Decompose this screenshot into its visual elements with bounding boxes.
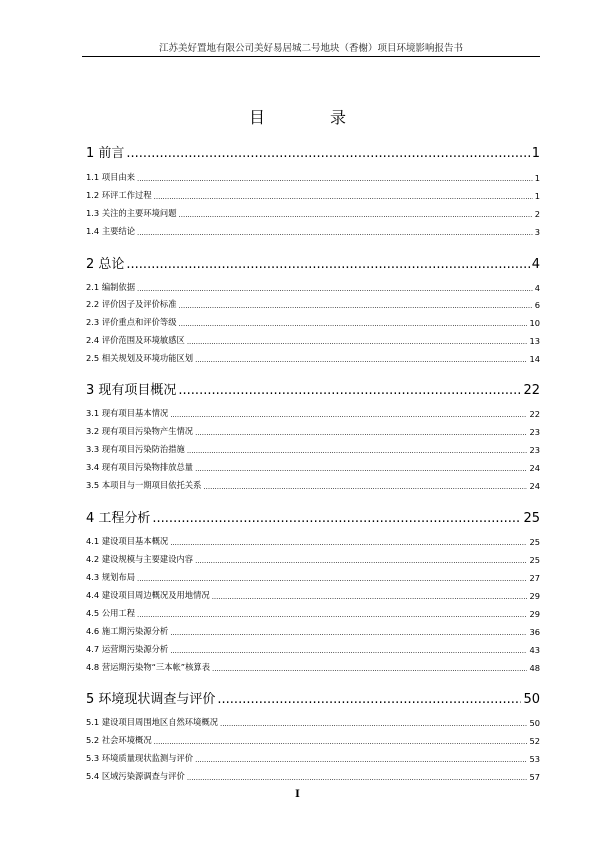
toc-leader-dots	[195, 756, 527, 764]
toc-leader-dots	[126, 146, 529, 161]
toc-entry-page: 25	[523, 511, 540, 526]
toc-entry-page: 13	[529, 336, 540, 346]
toc-section-entry[interactable]	[86, 225, 540, 237]
toc-entry-label: 4 工程分析	[86, 507, 150, 526]
toc-section-entry[interactable]	[86, 589, 540, 601]
toc-section-entry[interactable]	[86, 535, 540, 547]
toc-section-entry[interactable]	[86, 352, 540, 364]
toc-section-entry[interactable]	[86, 479, 540, 491]
toc-section-entry[interactable]	[86, 316, 540, 328]
toc-section-entry[interactable]	[86, 661, 540, 673]
toc-entry-page: 4	[534, 283, 540, 293]
toc-entry-page: 10	[529, 318, 540, 328]
toc-section-entry[interactable]	[86, 770, 540, 782]
toc-entry-label: 5 环境现状调查与评价	[86, 688, 215, 707]
toc-entry-page: 6	[534, 300, 540, 310]
toc-section-entry[interactable]	[86, 189, 540, 201]
toc-entry-label: 3.2 现有项目污染物产生情况	[86, 426, 194, 436]
toc-entry-label: 4.6 施工期污染源分析	[86, 626, 169, 636]
toc-entry-page: 24	[529, 481, 540, 491]
toc-section-entry[interactable]	[86, 571, 540, 583]
toc-entry-page: 22	[523, 383, 540, 398]
toc-entry-label: 2 总论	[86, 253, 124, 272]
toc-entry-label: 4.4 建设项目周边概况及用地情况	[86, 590, 210, 600]
toc-entry-label: 4.5 公用工程	[86, 608, 136, 618]
toc-leader-dots	[220, 720, 527, 728]
toc-entry-label: 3.5 本项目与一期项目依托关系	[86, 480, 202, 490]
toc-entry-label: 2.3 评价重点和评价等级	[86, 317, 177, 327]
toc-entry-page: 22	[529, 409, 540, 419]
toc-leader-dots	[152, 511, 521, 526]
toc-entry-page: 53	[529, 754, 540, 764]
toc-entry-page: 4	[531, 257, 540, 272]
toc-section-entry[interactable]	[86, 171, 540, 183]
toc-entry-label: 1.4 主要结论	[86, 226, 136, 236]
toc-leader-dots	[170, 539, 527, 547]
toc-entry-label: 1 前言	[86, 142, 124, 161]
toc-leader-dots	[170, 647, 527, 655]
toc-entry-page: 1	[534, 191, 540, 201]
toc-leader-dots	[179, 320, 528, 328]
toc-entry-label: 3.4 现有项目污染物排放总量	[86, 462, 194, 472]
toc-chapter-entry[interactable]	[86, 508, 540, 526]
toc-entry-label: 1.3 关注的主要环境问题	[86, 208, 177, 218]
toc-section-entry[interactable]	[86, 625, 540, 637]
toc-chapter-entry[interactable]	[86, 143, 540, 161]
toc-leader-dots	[126, 257, 529, 272]
toc-entry-label: 4.1 建设项目基本概况	[86, 536, 169, 546]
toc-section-entry[interactable]	[86, 461, 540, 473]
toc-leader-dots	[187, 338, 528, 346]
toc-section-entry[interactable]	[86, 298, 540, 310]
toc-leader-dots	[137, 611, 527, 619]
toc-entry-page: 2	[534, 209, 540, 219]
toc-leader-dots	[137, 575, 527, 583]
toc-section-entry[interactable]	[86, 425, 540, 437]
toc-entry-label: 4.7 运营期污染源分析	[86, 644, 169, 654]
toc-leader-dots	[154, 193, 533, 201]
toc-leader-dots	[179, 302, 533, 310]
toc-leader-dots	[195, 429, 527, 437]
toc-section-entry[interactable]	[86, 207, 540, 219]
toc-entry-page: 43	[529, 645, 540, 655]
toc-entry-page: 1	[531, 146, 540, 161]
toc-leader-dots	[137, 285, 533, 293]
toc-leader-dots	[187, 774, 528, 782]
toc-entry-label: 2.1 编制依据	[86, 282, 136, 292]
toc-entry-label: 4.8 营运期污染物“三本帐”核算表	[86, 662, 210, 672]
toc-leader-dots	[212, 665, 527, 673]
toc-entry-page: 52	[529, 736, 540, 746]
toc-leader-dots	[170, 411, 527, 419]
toc-entry-page: 23	[529, 445, 540, 455]
table-of-contents	[86, 0, 540, 841]
toc-leader-dots	[217, 692, 521, 707]
toc-leader-dots	[137, 229, 533, 237]
toc-section-entry[interactable]	[86, 752, 540, 764]
toc-entry-label: 2.4 评价范围及环境敏感区	[86, 335, 185, 345]
page-header: 江苏美好置地有限公司美好易居城二号地块（香榭）项目环境影响报告书	[158, 43, 463, 54]
toc-entry-label: 4.2 建设规模与主要建设内容	[86, 554, 194, 564]
toc-section-entry[interactable]	[86, 443, 540, 455]
page-number: I	[295, 789, 300, 800]
toc-entry-page: 29	[529, 609, 540, 619]
toc-entry-label: 2.5 相关规划及环境功能区划	[86, 353, 194, 363]
toc-leader-dots	[187, 447, 528, 455]
toc-entry-page: 3	[534, 227, 540, 237]
toc-entry-label: 4.3 规划布局	[86, 572, 136, 582]
toc-entry-page: 48	[529, 663, 540, 673]
toc-entry-page: 23	[529, 427, 540, 437]
toc-leader-dots	[170, 629, 527, 637]
toc-chapter-entry[interactable]	[86, 380, 540, 398]
toc-entry-label: 3.1 现有项目基本情况	[86, 408, 169, 418]
toc-entry-label: 5.3 环境质量现状监测与评价	[86, 753, 194, 763]
toc-entry-page: 27	[529, 573, 540, 583]
toc-section-entry[interactable]	[86, 607, 540, 619]
toc-leader-dots	[179, 211, 533, 219]
toc-entry-page: 29	[529, 591, 540, 601]
toc-entry-label: 5.1 建设项目周围地区自然环境概况	[86, 717, 218, 727]
toc-leader-dots	[178, 383, 521, 398]
toc-leader-dots	[212, 593, 528, 601]
toc-entry-page: 25	[529, 537, 540, 547]
toc-entry-label: 3 现有项目概况	[86, 379, 176, 398]
toc-section-entry[interactable]	[86, 407, 540, 419]
toc-entry-label: 1.2 环评工作过程	[86, 190, 152, 200]
toc-entry-page: 36	[529, 627, 540, 637]
toc-chapter-entry[interactable]	[86, 689, 540, 707]
toc-entry-label: 2.2 评价因子及评价标准	[86, 299, 177, 309]
toc-entry-page: 1	[534, 173, 540, 183]
toc-title: 目 录	[248, 108, 377, 127]
toc-section-entry[interactable]	[86, 643, 540, 655]
toc-section-entry[interactable]	[86, 734, 540, 746]
toc-section-entry[interactable]	[86, 334, 540, 346]
toc-entry-label: 1.1 项目由来	[86, 172, 136, 182]
toc-leader-dots	[195, 557, 527, 565]
toc-chapter-entry[interactable]	[86, 254, 540, 272]
toc-entry-page: 50	[529, 718, 540, 728]
toc-entry-page: 25	[529, 555, 540, 565]
toc-entry-label: 5.2 社会环境概况	[86, 735, 152, 745]
toc-entry-page: 14	[529, 354, 540, 364]
toc-section-entry[interactable]	[86, 281, 540, 293]
toc-leader-dots	[154, 738, 528, 746]
toc-section-entry[interactable]	[86, 553, 540, 565]
toc-entry-label: 5.4 区域污染源调查与评价	[86, 771, 185, 781]
toc-leader-dots	[137, 175, 533, 183]
toc-entry-page: 57	[529, 772, 540, 782]
toc-entry-page: 50	[523, 692, 540, 707]
toc-leader-dots	[203, 483, 527, 491]
toc-leader-dots	[195, 356, 527, 364]
toc-entry-label: 3.3 现有项目污染防治措施	[86, 444, 185, 454]
toc-entry-page: 24	[529, 463, 540, 473]
toc-section-entry[interactable]	[86, 716, 540, 728]
toc-leader-dots	[195, 465, 527, 473]
